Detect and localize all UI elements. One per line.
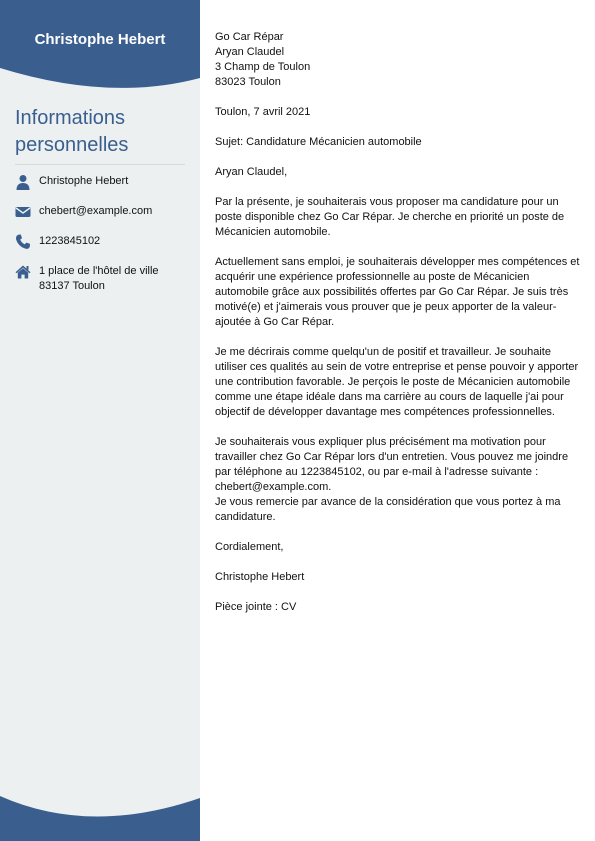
contact-phone-text[interactable]: 1223845102	[39, 235, 101, 247]
home-icon	[15, 264, 31, 280]
letter-subject: Sujet: Candidature Mécanicien automobile	[215, 136, 422, 148]
recipient-name: Aryan Claudel	[215, 46, 285, 58]
letter-date: Toulon, 7 avril 2021	[215, 106, 311, 118]
envelope-icon	[15, 204, 31, 220]
contact-name-text: Christophe Hebert	[39, 175, 129, 187]
section-title: Informations personnelles	[15, 107, 129, 156]
divider	[15, 164, 185, 165]
letter-salutation: Aryan Claudel,	[215, 166, 288, 178]
letter-paragraph: Je souhaiterais vous expliquer plus précisément ma motivation pour travailler chez Go Car Répar lors d'un entretien. Vous pouvez me joindre par téléphone au 1223845102, ou par e-mail à l'adresse suivante : chebert@example.com.	[215, 436, 569, 493]
address-line-2: 83137 Toulon	[39, 280, 105, 292]
recipient-block	[215, 30, 583, 90]
recipient-city: 83023 Toulon	[215, 76, 281, 88]
contact-email-text[interactable]: chebert@example.com	[39, 205, 153, 217]
recipient-street: 3 Champ de Toulon	[215, 61, 311, 73]
letter-signature: Christophe Hebert	[215, 571, 305, 583]
letter-body	[215, 30, 583, 630]
contact-name	[15, 174, 190, 204]
letter-paragraph: Je vous remercie par avance de la considération que vous portez à ma candidature.	[215, 496, 561, 523]
letter-attachment: Pièce jointe : CV	[215, 601, 297, 613]
letter-paragraph: Actuellement sans emploi, je souhaiterais développer mes compétences et acquérir une expérience professionnelle au poste de Mécanicien automobile grâce aux possibilités offertes par Go Car Répar. Je suis très motivé(e) et j'aimerais vous prouver que je peux apporter de la valeur-ajoutée à Go Car Répar.	[215, 256, 580, 328]
contact-phone	[15, 234, 190, 264]
letter-paragraph: Je me décrirais comme quelqu'un de positif et travailleur. Je souhaite utiliser ces qualités au sein de votre entreprise et pense pouvoir y apporter une contribution favorable. Je perçois le poste de Mécanicien automobile comme une étape idéale dans ma carrière au cours de laquelle j'ai pour objectif de développer davantage mes compétences professionnelles.	[215, 346, 579, 418]
contact-email	[15, 204, 190, 234]
address-line-1: 1 place de l'hôtel de ville	[39, 265, 159, 277]
contact-address	[15, 264, 190, 294]
phone-icon	[15, 234, 31, 250]
footer-wave-shape	[0, 796, 200, 841]
contact-address-text	[39, 264, 159, 294]
sidebar	[0, 0, 200, 841]
letter-paragraph: Par la présente, je souhaiterais vous proposer ma candidature pour un poste disponible chez Go Car Répar. Je cherche en priorité un poste de Mécanicien automobile.	[215, 196, 565, 238]
sidebar-name: Christophe Hebert	[34, 31, 166, 48]
contact-list	[15, 174, 190, 294]
user-icon	[15, 174, 31, 190]
recipient-company: Go Car Répar	[215, 31, 284, 43]
letter-closing: Cordialement,	[215, 541, 284, 553]
